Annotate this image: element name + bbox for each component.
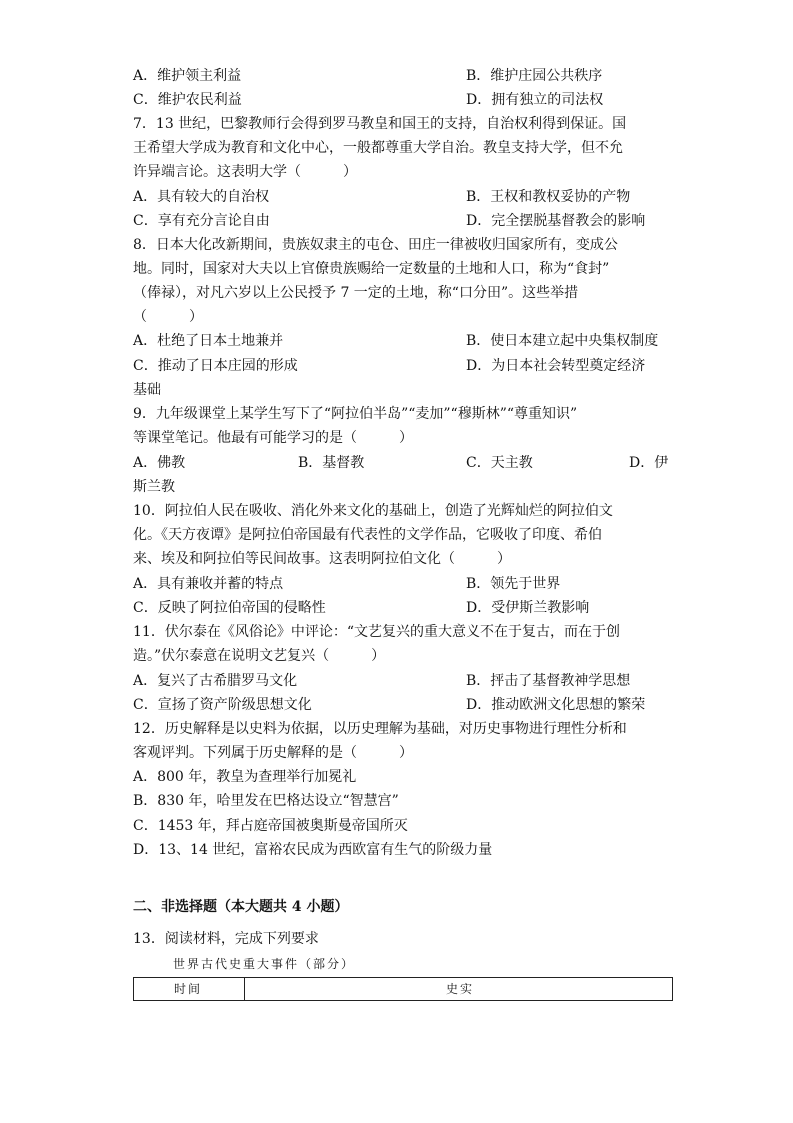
q6-option-c[interactable]: C．维护农民利益 (133, 92, 242, 108)
q11-option-d[interactable]: D．推动欧洲文化思想的繁荣 (466, 697, 646, 713)
q7-stem-line-3: 许异端言论。这表明大学（ ） (133, 164, 357, 180)
q7-option-b[interactable]: B．王权和教权妥协的产物 (466, 189, 631, 205)
q9-stem-line-1: 9．九年级课堂上某学生写下了“阿拉伯半岛”“麦加”“穆斯林”“尊重知识” (133, 406, 578, 422)
q6-option-b[interactable]: B．维护庄园公共秩序 (466, 68, 603, 84)
q10-option-a[interactable]: A．具有兼收并蓄的特点 (133, 576, 284, 592)
q9-option-d-continuation: 斯兰教 (133, 479, 175, 495)
q6-option-d[interactable]: D．拥有独立的司法权 (466, 92, 604, 108)
q8-stem-line-4: （ ） (133, 309, 203, 325)
q10-option-c[interactable]: C．反映了阿拉伯帝国的侵略性 (133, 600, 326, 616)
q7-option-a[interactable]: A．具有较大的自治权 (133, 189, 270, 205)
section-heading-non-choice: 二、非选择题（本大题共 4 小题） (133, 899, 349, 915)
q9-option-d[interactable]: D．伊 (629, 455, 669, 471)
table-header-fact: 史实 (446, 982, 475, 996)
q11-option-b[interactable]: B．抨击了基督教神学思想 (466, 673, 631, 689)
events-table (133, 977, 673, 1001)
q8-option-d-continuation: 基础 (133, 382, 161, 398)
q8-option-a[interactable]: A．杜绝了日本土地兼并 (133, 333, 284, 349)
q11-stem-line-2: 造。”伏尔泰意在说明文艺复兴（ ） (133, 648, 386, 664)
table-caption: 世界古代史重大事件（部分） (173, 957, 356, 971)
q7-option-d[interactable]: D．完全摆脱基督教会的影响 (466, 213, 646, 229)
q12-option-a[interactable]: A．800 年，教皇为查理举行加冕礼 (133, 769, 357, 785)
q11-option-c[interactable]: C．宣扬了资产阶级思想文化 (133, 697, 312, 713)
q8-stem-line-2: 地。同时，国家对大夫以上官僚贵族赐给一定数量的土地和人口，称为“食封” (133, 261, 610, 277)
q12-option-c[interactable]: C．1453 年，拜占庭帝国被奥斯曼帝国所灭 (133, 818, 408, 834)
q13-prompt: 13．阅读材料，完成下列要求 (133, 931, 319, 947)
q9-option-a[interactable]: A．佛教 (133, 455, 186, 471)
q9-option-b[interactable]: B．基督教 (298, 455, 365, 471)
q7-stem-line-2: 王希望大学成为教育和文化中心，一般都尊重大学自治。教皇支持大学，但不允 (133, 140, 623, 156)
q8-option-d[interactable]: D．为日本社会转型奠定经济 (466, 358, 646, 374)
q10-option-d[interactable]: D．受伊斯兰教影响 (466, 600, 590, 616)
q8-stem-line-1: 8．日本大化改新期间，贵族奴隶主的屯仓、田庄一律被收归国家所有，变成公 (133, 237, 618, 253)
q10-stem-line-2: 化。《天方夜谭》是阿拉伯帝国最有代表性的文学作品，它吸收了印度、希伯 (133, 527, 602, 543)
q11-stem-line-1: 11．伏尔泰在《风俗论》中评论：“文艺复兴的重大意义不在于复古，而在于创 (133, 624, 620, 640)
q7-stem-line-1: 7．13 世纪，巴黎教师行会得到罗马教皇和国王的支持，自治权利得到保证。国 (133, 116, 627, 132)
q7-option-c[interactable]: C．享有充分言论自由 (133, 213, 270, 229)
table-header-time: 时间 (174, 982, 203, 996)
q12-option-b[interactable]: B．830 年，哈里发在巴格达设立“智慧宫” (133, 793, 399, 809)
q8-stem-line-3: （俸禄），对凡六岁以上公民授予 7 一定的土地，称“口分田”。这些举措 (133, 285, 579, 301)
q10-stem-line-1: 10．阿拉伯人民在吸收、消化外来文化的基础上，创造了光辉灿烂的阿拉伯文 (133, 503, 613, 519)
q8-option-b[interactable]: B．使日本建立起中央集权制度 (466, 333, 659, 349)
q6-option-a[interactable]: A．维护领主利益 (133, 68, 242, 84)
q11-option-a[interactable]: A．复兴了古希腊罗马文化 (133, 673, 298, 689)
q12-stem-line-2: 客观评判。下列属于历史解释的是（ ） (133, 745, 413, 761)
table-column-divider (244, 978, 245, 1000)
q9-stem-line-2: 等课堂笔记。他最有可能学习的是（ ） (133, 430, 413, 446)
q10-stem-line-3: 来、埃及和阿拉伯等民间故事。这表明阿拉伯文化（ ） (133, 551, 511, 567)
q12-stem-line-1: 12．历史解释是以史料为依据，以历史理解为基础，对历史事物进行理性分析和 (133, 721, 627, 737)
q12-option-d[interactable]: D．13、14 世纪，富裕农民成为西欧富有生气的阶级力量 (133, 842, 493, 858)
q10-option-b[interactable]: B．领先于世界 (466, 576, 561, 592)
q9-option-c[interactable]: C．天主教 (466, 455, 533, 471)
q8-option-c[interactable]: C．推动了日本庄园的形成 (133, 358, 298, 374)
